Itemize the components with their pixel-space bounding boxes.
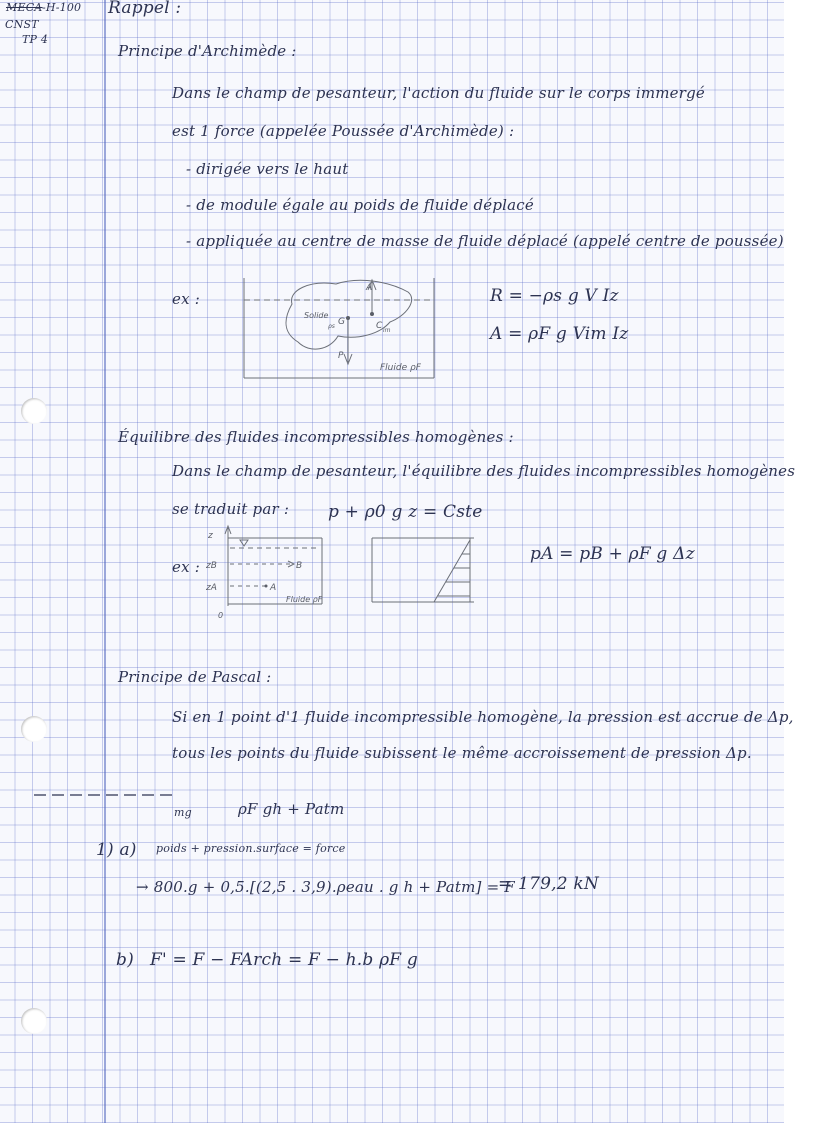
hydrostatic-diagram <box>200 524 330 624</box>
archimede-bullet-2: - de module égale au poids de fluide déplacé <box>186 196 534 214</box>
label-origin: 0 <box>218 611 224 620</box>
point-a <box>265 585 268 588</box>
mg-note: mg <box>174 806 192 819</box>
separator-dashes <box>34 790 174 800</box>
archimede-heading: Principe d'Archimède : <box>118 42 297 60</box>
center-of-buoyancy-point <box>370 312 374 316</box>
label-c: C <box>376 321 383 331</box>
label-b: B <box>296 561 303 571</box>
question-1a-text: poids + pression.surface = force <box>156 842 346 855</box>
label-im: im <box>383 327 391 334</box>
rho-note: ρF gh + Patm <box>238 800 345 818</box>
punch-hole <box>21 398 47 424</box>
equilibre-line-1: Dans le champ de pesanteur, l'équilibre des fluides incompressibles homogènes <box>172 462 796 480</box>
question-1a-result: = 179,2 kN <box>498 874 599 894</box>
equilibre-heading: Équilibre des fluides incompressibles homogènes : <box>118 428 514 446</box>
formula-r: R = −ρs g V Iz <box>490 286 619 306</box>
course-struck: MECA <box>6 1 43 14</box>
punch-hole <box>21 716 47 742</box>
pascal-line-1: Si en 1 point d'1 fluide incompressible homogène, la pression est accrue de Δp, <box>172 708 794 726</box>
equilibre-example-label: ex : <box>172 558 200 576</box>
center-of-mass-point <box>346 316 350 320</box>
course-code: -H-100 <box>42 1 82 14</box>
formula-pressure: pA = pB + ρF g Δz <box>530 544 695 564</box>
archimede-bullet-1: - dirigée vers le haut <box>186 160 349 178</box>
label-fluide: Fluide ρF <box>286 595 323 604</box>
archimede-bullet-3: - appliquée au centre de masse de fluide déplacé (appelé centre de poussée) <box>186 232 784 250</box>
school-label: CNST <box>5 18 39 31</box>
tp-label: TP 4 <box>22 33 49 46</box>
formula-a: A = ρF g Vim Iz <box>490 324 629 344</box>
label-g: G <box>338 317 345 327</box>
surface-marker <box>240 540 248 546</box>
label-zb: zB <box>206 561 217 571</box>
label-a: A <box>270 583 277 593</box>
equilibre-formula: p + ρ0 g z = Cste <box>328 502 483 522</box>
question-1b-text: F' = F − FArch = F − h.b ρF g <box>150 950 418 970</box>
label-solide: Solide <box>304 311 329 320</box>
archimede-line-2: est 1 force (appelée Poussée d'Archimède) : <box>172 122 515 140</box>
label-z: z <box>208 531 213 541</box>
archimede-line-1: Dans le champ de pesanteur, l'action du fluide sur le corps immergé <box>172 84 706 102</box>
pascal-line-2: tous les points du fluide subissent le même accroissement de pression Δp. <box>172 744 752 762</box>
label-fluide: Fluide ρF <box>380 363 421 373</box>
pressure-profile-diagram <box>370 530 476 610</box>
question-1a-calculation: → 800.g + 0,5.[(2,5 . 3,9).ρeau . g h + Patm] = F <box>136 878 515 896</box>
label-a: A <box>366 283 373 293</box>
label-rho-s: ρs <box>328 323 335 330</box>
question-1b-label: b) <box>116 950 134 970</box>
question-1a-label: 1) a) <box>96 840 137 860</box>
label-za: zA <box>206 583 217 593</box>
pressure-envelope <box>434 540 470 602</box>
pascal-heading: Principe de Pascal : <box>118 668 272 686</box>
archimede-example-label: ex : <box>172 290 200 308</box>
margin-line <box>104 0 106 1123</box>
archimede-diagram <box>240 270 440 382</box>
label-p: P <box>338 351 344 361</box>
punch-hole <box>21 1008 47 1034</box>
equilibre-line-2: se traduit par : <box>172 500 290 518</box>
page-title: Rappel : <box>108 0 182 18</box>
